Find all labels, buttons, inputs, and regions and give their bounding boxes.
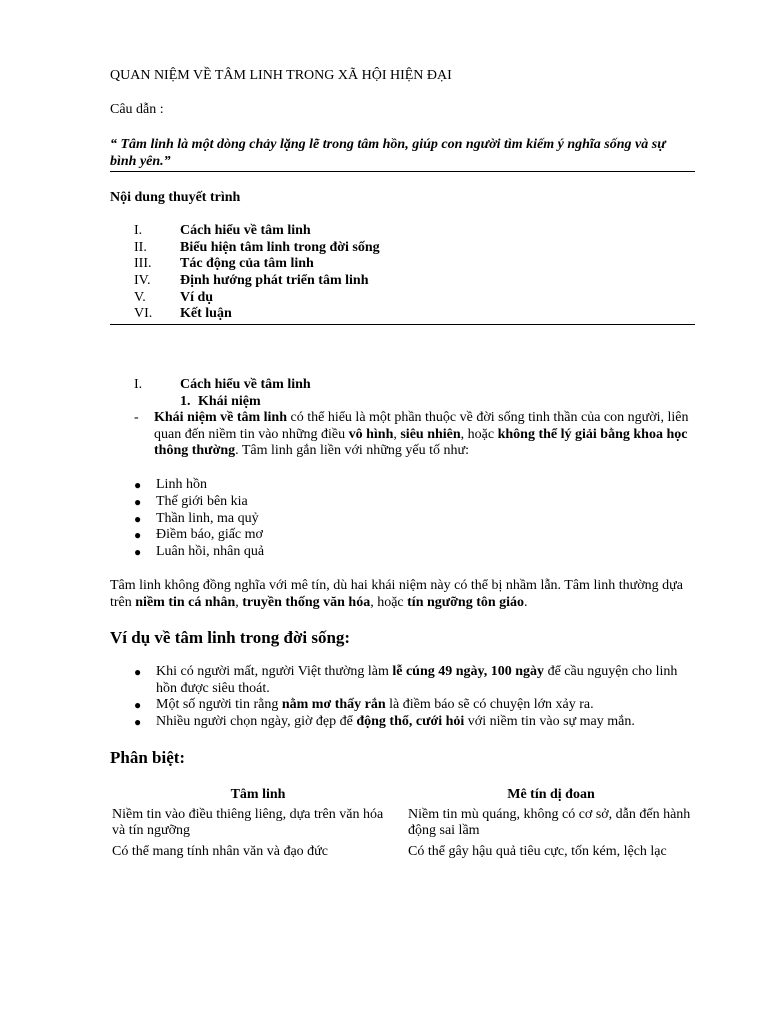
contents-item <box>134 256 694 273</box>
contents-item-number: VI. <box>134 306 153 322</box>
contents-item-number: I. <box>134 223 143 238</box>
bullet-icon: ● <box>134 545 142 560</box>
contents-item-label: Định hướng phát triển tâm linh <box>180 273 369 289</box>
document-title: QUAN NIỆM VỀ TÂM LINH TRONG XÃ HỘI HIỆN ĐẠI <box>110 68 452 83</box>
list-item: ● Khi có người mất, người Việt thường làm lễ cúng 49 ngày, 100 ngày để cầu nguyện cho linh hồn được siêu thoát. <box>134 664 678 696</box>
contents-item-number: V. <box>134 289 146 305</box>
contents-item-number: III. <box>134 256 152 272</box>
examples-list <box>134 664 694 731</box>
contents-item-label: Ví dụ <box>180 289 214 305</box>
bullet-icon: ● <box>134 528 142 543</box>
subsection-title: Khái niệm <box>198 394 261 409</box>
contents-item-label: Tác động của tâm linh <box>180 256 314 272</box>
column-header: Mê tín dị đoan <box>507 787 595 802</box>
table-header-row <box>110 787 696 807</box>
contents-item-label: Cách hiểu về tâm linh <box>180 223 311 238</box>
section-number: I. <box>134 377 143 392</box>
bullet-icon: ● <box>134 665 142 679</box>
contents-item <box>134 223 694 240</box>
distinction-paragraph: Tâm linh không đồng nghĩa với mê tín, dù hai khái niệm này có thể bị nhầm lẫn. Tâm linh thường dựa trên niềm tin cá nhân, truyền thống văn hóa, hoặc tín ngưỡng tôn giáo. <box>110 578 683 610</box>
comparison-table <box>110 787 696 864</box>
elements-list <box>134 477 694 561</box>
bullet-icon: ● <box>134 714 142 729</box>
table-row <box>110 807 696 844</box>
list-item: ● Luân hồi, nhân quả <box>134 544 265 560</box>
list-item: ● Một số người tin rằng nằm mơ thấy rắn là điềm báo sẽ có chuyện lớn xảy ra. <box>134 697 594 712</box>
divider <box>110 171 695 172</box>
contents-item <box>134 306 694 323</box>
list-item: ● Thần linh, ma quỷ <box>134 510 259 526</box>
list-item: ● Thế giới bên kia <box>134 493 248 509</box>
table-cell: Niềm tin vào điều thiêng liêng, dựa trên văn hóa và tín ngưỡng <box>112 806 384 838</box>
definition-paragraph <box>134 410 694 460</box>
list-item: ● Nhiều người chọn ngày, giờ đẹp để động thổ, cưới hỏi với niềm tin vào sự may mắn. <box>134 713 635 729</box>
bullet-icon: ● <box>134 698 142 712</box>
dash-marker: - <box>134 410 139 425</box>
section-title: Cách hiểu về tâm linh <box>180 377 311 392</box>
contents-item-number: IV. <box>134 273 151 289</box>
bullet-icon: ● <box>134 511 142 526</box>
list-item: ● Điềm báo, giấc mơ <box>134 527 263 543</box>
table-cell: Có thể gây hậu quả tiêu cực, tốn kém, lệch lạc <box>408 843 667 859</box>
divider <box>110 324 695 325</box>
subsection-heading <box>180 394 261 411</box>
contents-item-label: Biểu hiện tâm linh trong đời sống <box>180 239 380 255</box>
contents-list <box>134 223 694 323</box>
table-cell: Niềm tin mù quáng, không có cơ sở, dẫn đến hành động sai lầm <box>408 806 691 838</box>
bullet-icon: ● <box>134 494 142 509</box>
intro-quote: “ Tâm linh là một dòng chảy lặng lẽ trong tâm hồn, giúp con người tìm kiếm ý nghĩa sống và sự bình yên.” <box>110 137 666 169</box>
intro-label: Câu dẫn : <box>110 102 164 117</box>
contents-item-number: II. <box>134 239 147 255</box>
contents-item <box>134 273 694 290</box>
section-heading <box>134 377 694 394</box>
column-header: Tâm linh <box>230 787 286 802</box>
definition-text: Khái niệm về tâm linh có thể hiểu là một phần thuộc về đời sống tinh thần của con người, liên quan đến niềm tin vào những điều vô hình, siêu nhiên, hoặc không thể lý giải bằng khoa học thông thường. Tâm linh gắn liền với những yếu tố như: <box>154 410 689 458</box>
bullet-icon: ● <box>134 478 142 492</box>
distinguish-heading: Phân biệt: <box>110 748 186 767</box>
contents-heading: Nội dung thuyết trình <box>110 190 241 205</box>
list-item: ● Linh hồn <box>134 477 207 492</box>
subsection-number: 1. <box>180 394 191 409</box>
table-cell: Có thể mang tính nhân văn và đạo đức <box>112 843 328 859</box>
table-row <box>110 844 696 865</box>
contents-item <box>134 240 694 257</box>
examples-heading: Ví dụ về tâm linh trong đời sống: <box>110 628 351 647</box>
contents-item-label: Kết luận <box>180 306 232 322</box>
contents-item <box>134 290 694 307</box>
